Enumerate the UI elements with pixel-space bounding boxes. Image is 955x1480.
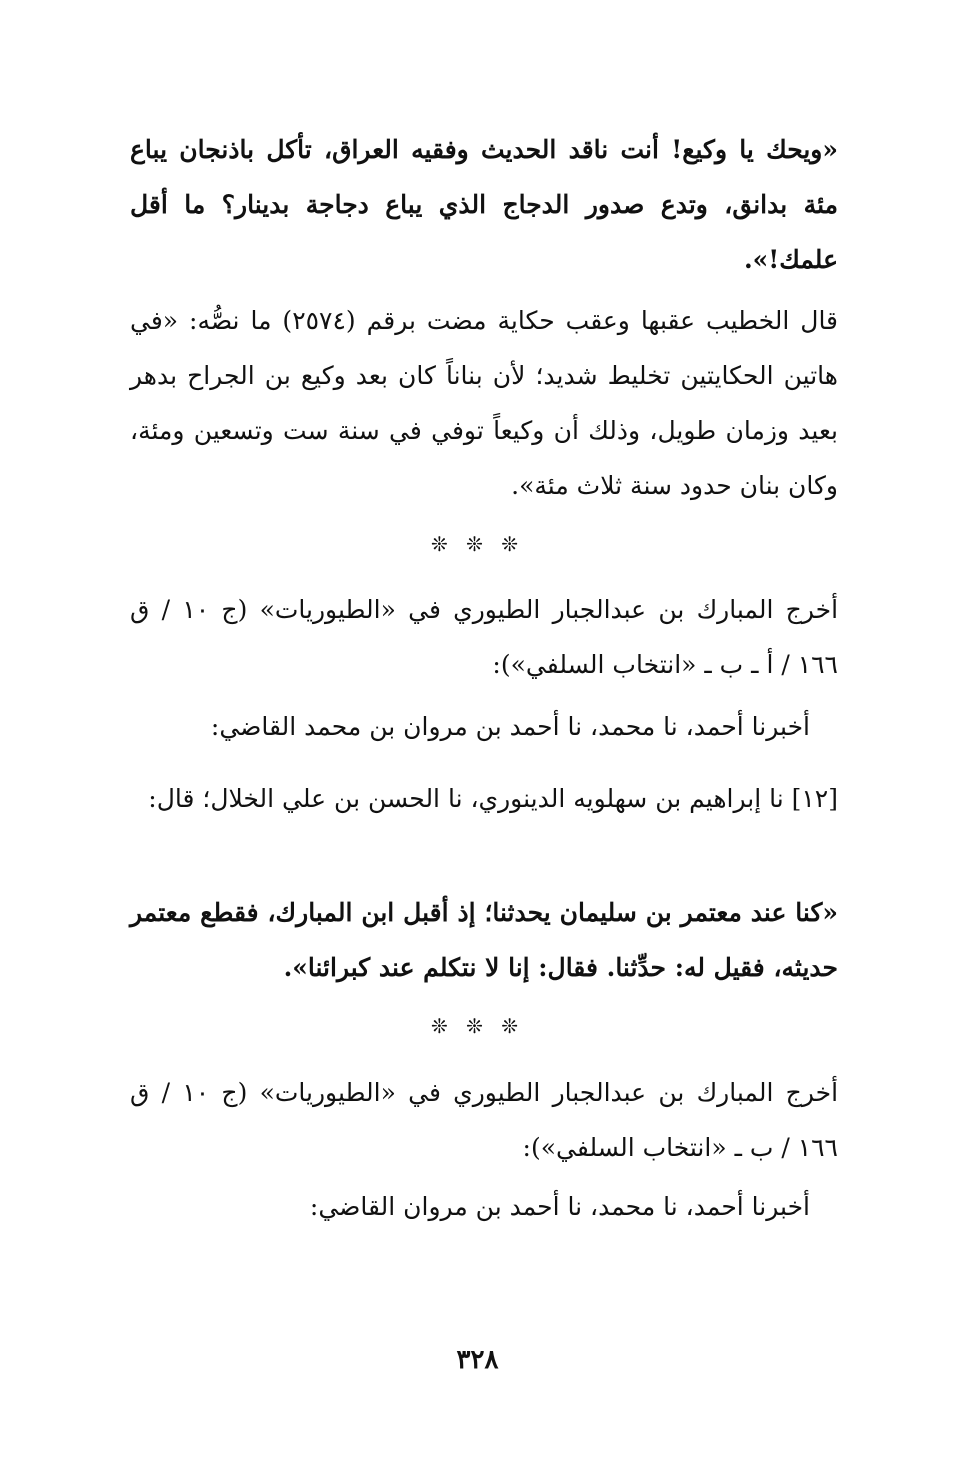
quote-paragraph-waki: «ويحك يا وكيع! أنت ناقد الحديث وفقيه العراق، تأكل باذنجان يباع مئة بدانق، وتدع صدور الدجاج الذي يباع دجاجة بدينار؟ ما أقل علمك!».: [130, 135, 838, 274]
isnad-paragraph: [130, 699, 838, 754]
page-number: ٣٢٨: [456, 1345, 499, 1375]
isnad-text-2: أخبرنا أحمد، نا محمد، نا أحمد بن مروان القاضي:: [309, 1192, 810, 1221]
section-separator: ❊ ❊ ❊: [431, 532, 524, 556]
isnad-text: أخبرنا أحمد، نا محمد، نا أحمد بن مروان بن محمد القاضي:: [210, 712, 810, 741]
source-citation-paragraph-2: أخرج المبارك بن عبدالجبار الطيوري في «الطيوريات» (ج ١٠ / ق ١٦٦ / ب ـ «انتخاب السلفي»):: [130, 1078, 839, 1162]
section-separator-2: ❊ ❊ ❊: [431, 1014, 524, 1038]
source-citation-paragraph: أخرج المبارك بن عبدالجبار الطيوري في «الطيوريات» (ج ١٠ / ق ١٦٦ / أ ـ ب ـ «انتخاب السلفي»):: [130, 595, 839, 679]
hadith-number-paragraph: [١٢] نا إبراهيم بن سهلويه الدينوري، نا الحسن بن علي الخلال؛ قال:: [148, 784, 838, 813]
isnad-paragraph-2: [130, 1179, 838, 1234]
quote-paragraph-mutamir: «كنا عند معتمر بن سليمان يحدثنا؛ إذ أقبل ابن المبارك، فقطع معتمر حديثه، فقيل له: حدِّثنا. فقال: إنا لا نتكلم عند كبرائنا».: [130, 898, 838, 982]
khatib-comment-paragraph: قال الخطيب عقبها وعقب حكاية مضت برقم (٢٥٧٤) ما نصُّه: «في هاتين الحكايتين تخليط شديد؛ لأن بناناً كان بعد وكيع بن الجراح بدهر بعيد وزمان طويل، وذلك أن وكيعاً توفي في سنة ست وتسعين ومئة، وكان بنان حدود سنة ثلاث مئة».: [130, 306, 839, 500]
